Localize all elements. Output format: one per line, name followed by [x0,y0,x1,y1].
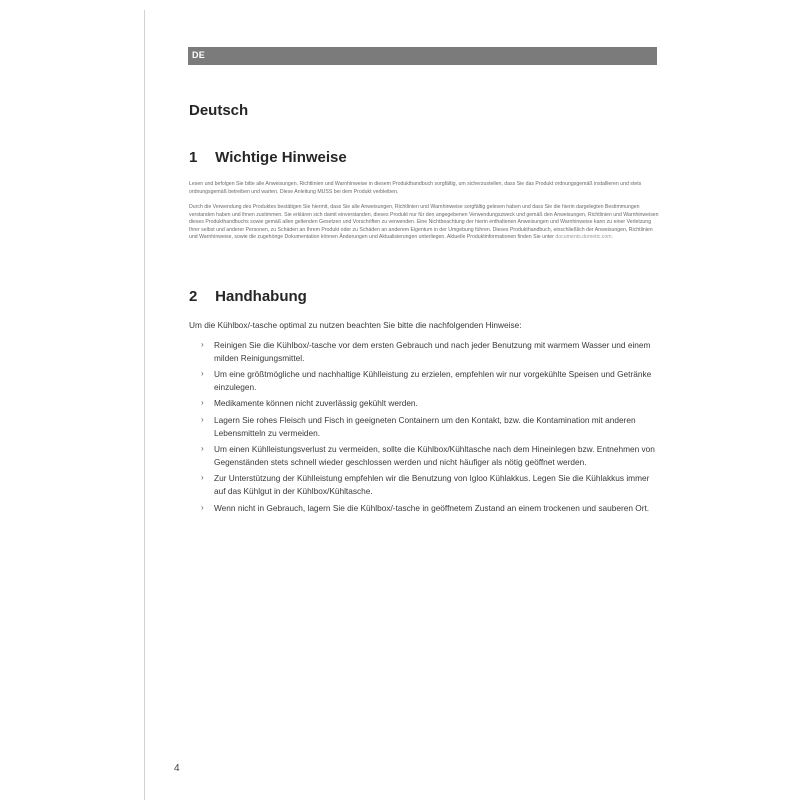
safety-paragraph-2-text: Durch die Verwendung des Produktes bestätigen Sie hiermit, dass Sie alle Anweisungen, Richtlinien und Warnhinweise sorgfältig gelesen haben und dass Sie die hierin dargelegten Bestimmungen verstanden haben und ihnen zustimmen. Sie erklären sich damit einverstanden, dieses Produkt nur für den angegebenen Verwendungszweck und gemäß den Anweisungen, Richtlinien und Warnhinweisen dieses Produkthandbuchs sowie gemäß allen geltenden Gesetzen und Vorschriften zu verwenden. Eine Nichtbeachtung der hierin enthaltenen Anweisungen und Warnhinweise kann zu einer Verletzung Ihrer selbst und anderer Personen, zu Schäden an Ihrem Produkt oder zu Schäden an anderem Eigentum in der Umgebung führen. Dieses Produkthandbuch, einschließlich der Anweisungen, Richtlinien und Warnhinweise, sowie die zugehörige Dokumentation können Änderungen und Aktualisierungen unterliegen. Aktuelle Produktinformationen finden Sie unter [189,204,659,241]
section-title: Handhabung [215,288,307,305]
list-item [189,443,659,468]
list-item [189,502,659,515]
section-number: 2 [189,288,198,305]
list-item [189,414,659,439]
list-item [189,397,659,410]
safety-paragraph-2 [189,204,659,242]
chevron-right-icon: › [201,398,204,408]
list-item-text: Um einen Kühlleistungsverlust zu vermeiden, sollte die Kühlbox/Kühltasche nach dem Hineinlegen bzw. Entnehmen von Gegenständen stets schnell wieder geschlossen werden und nicht häufiger als nötig geöffnet werden. [214,444,655,467]
section-heading-important-notes [189,149,347,166]
list-item [189,339,659,364]
page-number: 4 [174,763,180,774]
list-item-text: Wenn nicht in Gebrauch, lagern Sie die Kühlbox/-tasche in geöffnetem Zustand an einem trockenen und sauberen Ort. [214,502,650,513]
section-number: 1 [189,149,198,166]
language-code: DE [192,50,205,60]
chevron-right-icon: › [201,444,204,454]
list-item-text: Reinigen Sie die Kühlbox/-tasche vor dem ersten Gebrauch und nach jeder Benutzung mit warmem Wasser und einem milden Reinigungsmittel. [214,340,651,363]
chevron-right-icon: › [201,502,204,512]
safety-paragraph-1: Lesen und befolgen Sie bitte alle Anweisungen, Richtlinien und Warnhinweise in diesem Produkthandbuch sorgfältig, um sicherzustellen, dass Sie das Produkt ordnungsgemäß installieren und stets ordnungsgemäß betreiben und warten. Diese Anleitung MUSS bei dem Produkt verbleiben. [189,181,642,195]
page-margin-rule [144,10,145,800]
documents-link[interactable]: documents.dometic.com. [555,234,614,241]
document-title: Deutsch [189,102,249,119]
list-item-text: Zur Unterstützung der Kühlleistung empfehlen wir die Benutzung von Igloo Kühlakkus. Legen Sie die Kühlakkus immer auf das Kühlgut in der Kühlbox/Kühltasche. [214,473,650,496]
handling-bullet-list [189,339,659,518]
list-item [189,368,659,393]
list-item-text: Medikamente können nicht zuverlässig gekühlt werden. [214,398,418,409]
section-heading-handling [189,288,307,305]
list-item-text: Lagern Sie rohes Fleisch und Fisch in geeigneten Containern um den Kontakt, bzw. die Kontamination mit anderen Lebensmitteln zu vermeiden. [214,414,636,438]
list-item-text: Um eine größtmögliche und nachhaltige Kühlleistung zu erzielen, empfehlen wir nur vorgekühlte Speisen und Getränke einzulegen. [214,369,652,392]
chevron-right-icon: › [201,473,204,483]
section-title: Wichtige Hinweise [215,149,347,166]
list-item [189,472,659,497]
chevron-right-icon: › [201,369,204,379]
chevron-right-icon: › [201,414,204,424]
language-header-bar [188,47,657,65]
handling-intro: Um die Kühlbox/-tasche optimal zu nutzen beachten Sie bitte die nachfolgenden Hinweise: [189,320,522,330]
chevron-right-icon: › [201,340,204,349]
